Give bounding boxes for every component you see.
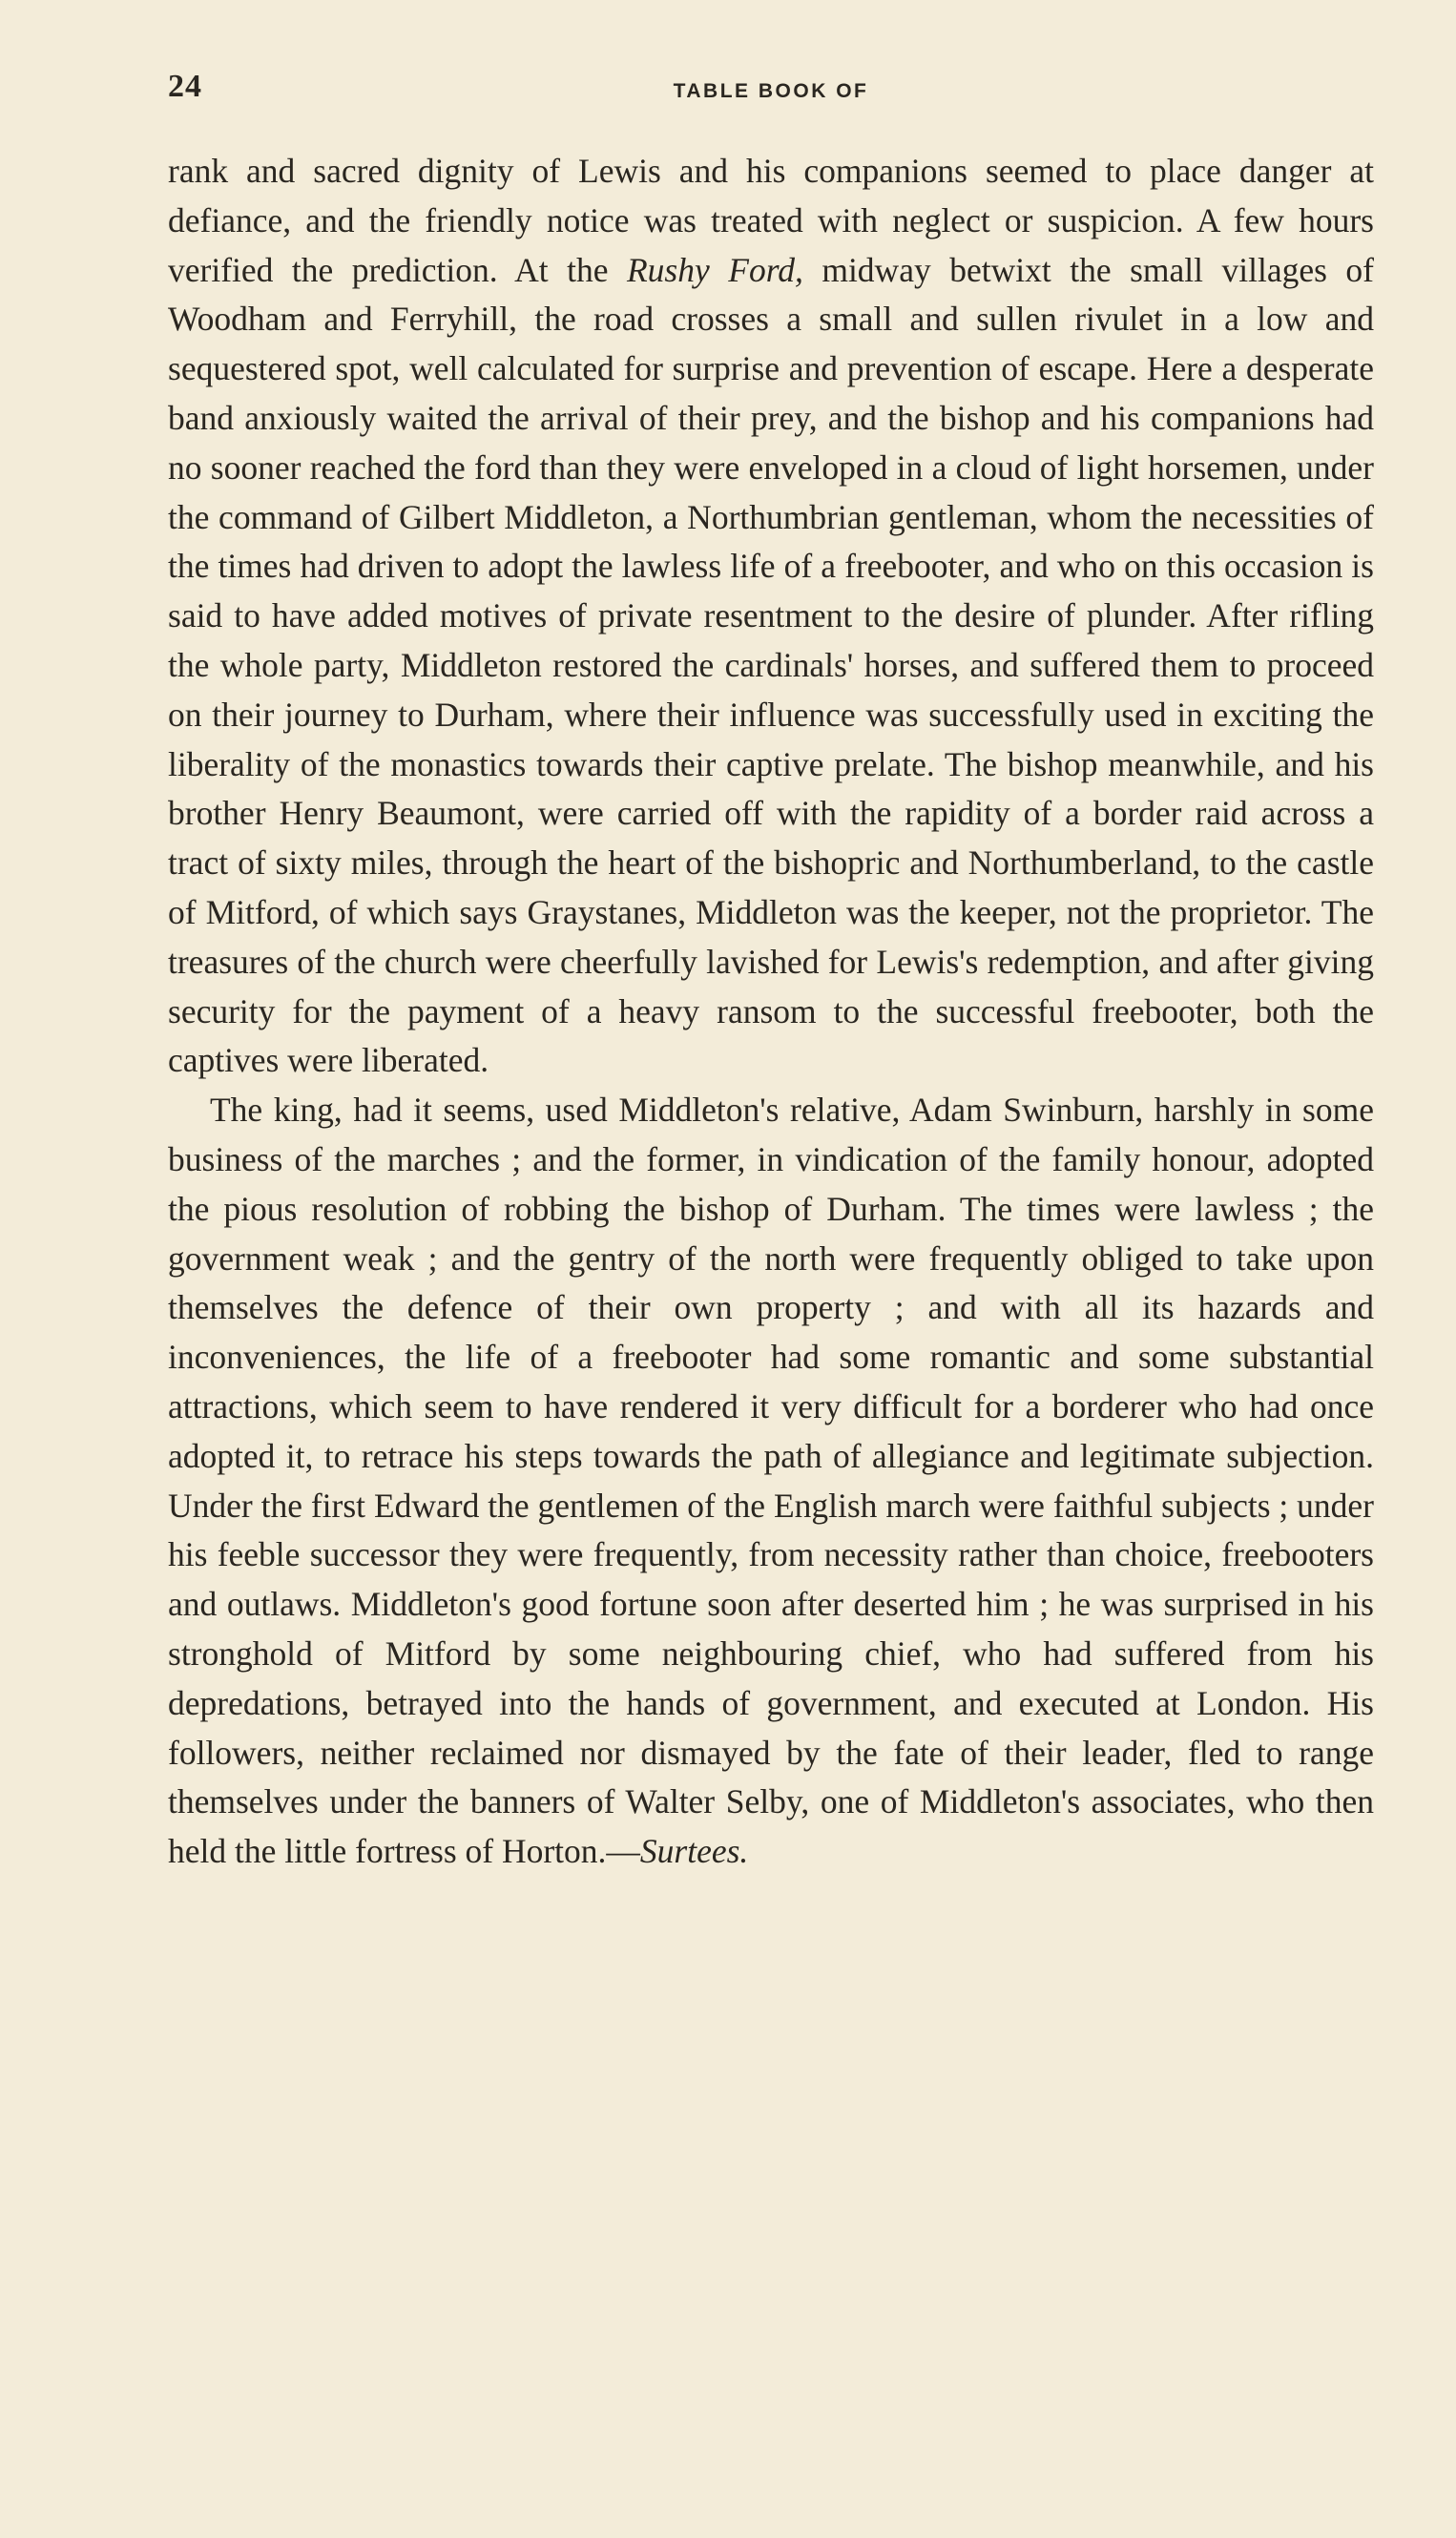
running-head: TABLE BOOK OF — [673, 80, 869, 102]
text-run: The king, had it seems, used Middleton's relative, Adam Swinburn, harshly in some business of the marches ; and the former, in vindication of the family honour, adopted the pious resolution of robbing the bishop of Durham. The times were lawless ; the government weak ; and the gentry of the north were frequently obliged to take upon themselves the defence of their own property ; and with all its hazards and inconveniences, the life of a freebooter had some romantic and some substantial attractions, which seem to have rendered it very difficult for a borderer who had once adopted it, to retrace his steps towards the path of allegiance and legitimate subjection. Under the first Edward the gentlemen of the English march were faithful subjects ; under his feeble successor they were frequently, from necessity rather than choice, freebooters and outlaws. Middleton's good fortune soon after deserted him ; he was surprised in his stronghold of Mitford by some neighbouring chief, who had suffered from his depredations, betrayed into the hands of government, and executed at London. His followers, neither reclaimed nor dismayed by the fate of their leader, fled to range themselves under the banners of Walter Selby, one of Middleton's associates, who then held the little fortress of Horton.— — [168, 1091, 1374, 1871]
paragraph-continued — [168, 147, 1374, 1086]
page-number: 24 — [168, 69, 202, 104]
body-text — [168, 147, 1374, 1877]
text-run: midway betwixt the small villages of Woodham and Ferryhill, the road crosses a small and sullen rivulet in a low and sequestered spot, well calculated for surprise and prevention of escape. Here a desperate band anxiously waited the arrival of their prey, and the bishop and his companions had no sooner reached the ford than they were enveloped in a cloud of light horsemen, under the command of Gilbert Middleton, a Northumbrian gentleman, whom the necessities of the times had driven to adopt the lawless life of a freebooter, and who on this occasion is said to have added motives of private resentment to the desire of plunder. After rifling the whole party, Middleton restored the cardinals' horses, and suffered them to proceed on their journey to Durham, where their influence was successfully used in exciting the liberality of the monastics towards their captive prelate. The bishop meanwhile, and his brother Henry Beaumont, were carried off with the rapidity of a border raid across a tract of sixty miles, through the heart of the bishopric and Northumberland, to the castle of Mitford, of which says Graystanes, Middleton was the keeper, not the proprietor. The treasures of the church were cheerfully lavished for Lewis's redemption, and after giving security for the payment of a heavy ransom to the successful freebooter, both the captives were liberated. — [168, 250, 1374, 1080]
source-citation: Surtees. — [639, 1832, 749, 1871]
page-header — [168, 69, 1374, 126]
place-name-italic: Rushy Ford, — [627, 250, 803, 289]
paragraph — [168, 1086, 1374, 1877]
text-run: rank and sacred dignity of Lewis and his companions seemed to place danger at defiance, and the friendly notice was treated with neglect or suspicion. A few hours verified the prediction. At the — [168, 152, 1374, 289]
